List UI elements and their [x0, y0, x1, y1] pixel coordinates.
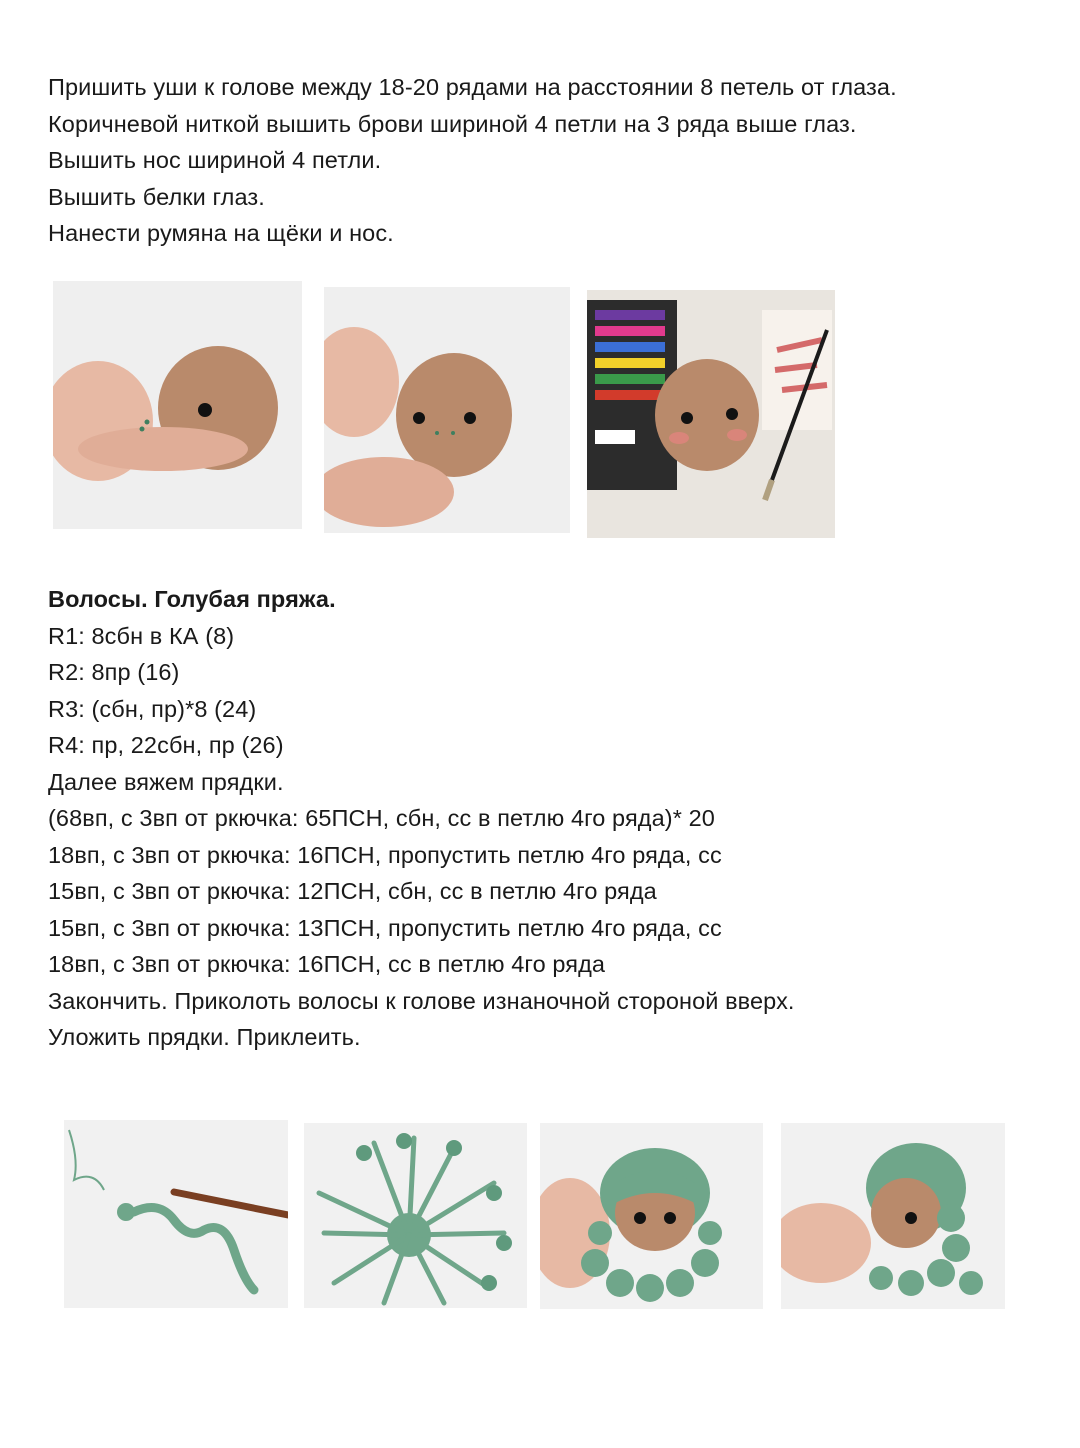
intro-line: Вышить белки глаз. [48, 183, 265, 210]
pattern-row: 18вп, с 3вп от ркючка: 16ПСН, пропустить петлю 4го ряда, сс [48, 841, 722, 868]
hair-instructions [48, 581, 795, 1056]
pattern-row: R4: пр, 22сбн, пр (26) [48, 732, 284, 758]
photo-doll-hair-side [781, 1123, 1005, 1309]
photo-head-side [53, 281, 302, 529]
intro-line: Вышить нос шириной 4 петли. [48, 147, 382, 173]
pattern-row: (68вп, с 3вп от ркючка: 65ПСН, сбн, сс в петлю 4го ряда)* 20 [48, 805, 715, 831]
photo-hair-cap [304, 1123, 527, 1308]
photo-strand-hook [64, 1120, 288, 1308]
section-heading: Волосы. Голубая пряжа. [48, 586, 336, 612]
photo-head-pastels [587, 290, 835, 538]
pattern-row: 15вп, с 3вп от ркючка: 12ПСН, сбн, сс в петлю 4го ряда [48, 878, 657, 904]
pattern-row: R3: (сбн, пр)*8 (24) [48, 695, 257, 722]
pattern-row: 18вп, с 3вп от ркючка: 16ПСН, сс в петлю 4го ряда [48, 951, 606, 977]
pattern-row: Далее вяжем прядки. [48, 768, 284, 795]
pattern-row: 15вп, с 3вп от ркючка: 13ПСН, пропустить петлю 4го ряда, сс [48, 914, 722, 941]
pattern-row: R1: 8сбн в КА (8) [48, 622, 235, 649]
photo-doll-hair-front [540, 1123, 763, 1309]
pattern-row: Уложить прядки. Приклеить. [48, 1024, 361, 1050]
intro-line: Коричневой ниткой вышить брови шириной 4 петли на 3 ряда выше глаз. [48, 110, 857, 137]
intro-line: Пришить уши к голове между 18-20 рядами на расстоянии 8 петель от глаза. [48, 74, 897, 100]
intro-instructions [48, 69, 897, 252]
pattern-row: R2: 8пр (16) [48, 659, 180, 685]
intro-line: Нанести румяна на щёки и нос. [48, 220, 394, 246]
photo-head-front [324, 287, 570, 533]
pattern-row: Закончить. Приколоть волосы к голове изнаночной стороной вверх. [48, 987, 795, 1014]
